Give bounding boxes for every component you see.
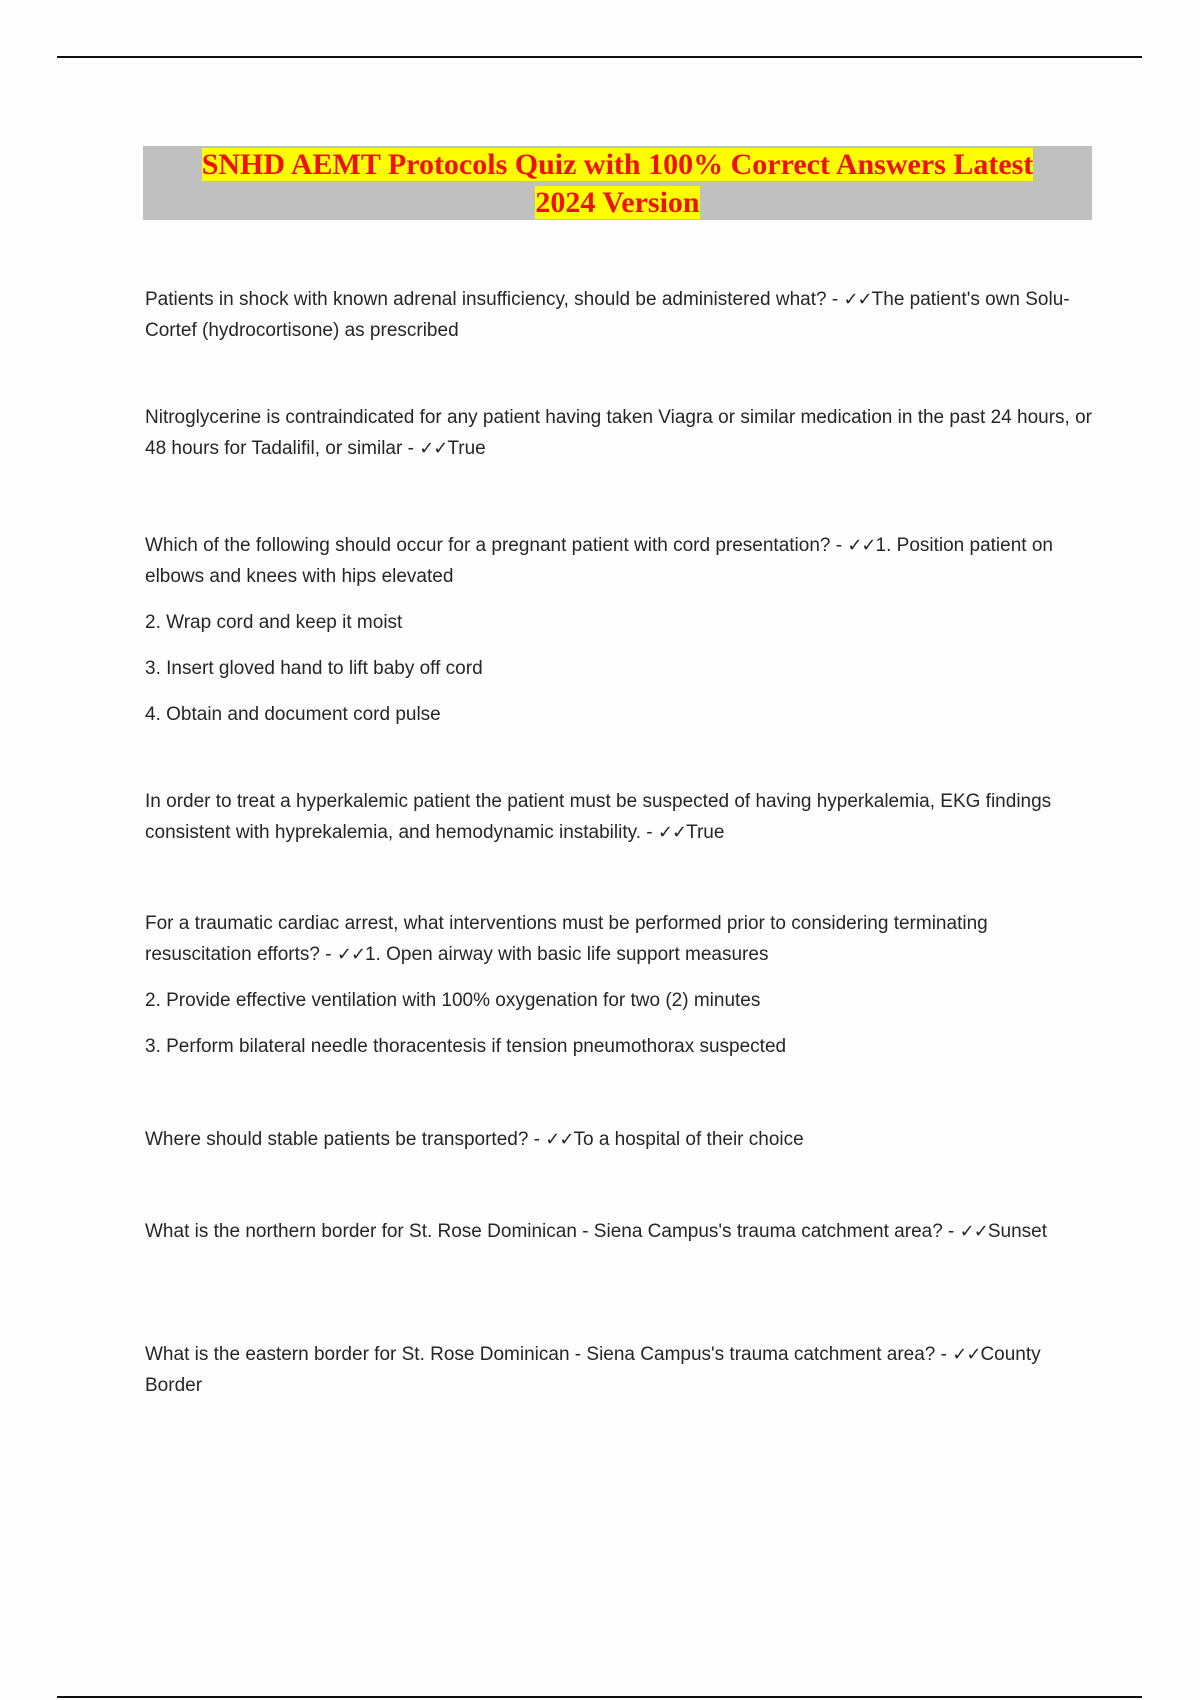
qa-paragraph bbox=[145, 1124, 1095, 1155]
qa-item-5 bbox=[145, 908, 1095, 1062]
qa-item-1 bbox=[145, 284, 1095, 346]
top-rule bbox=[57, 56, 1142, 58]
qa-paragraph bbox=[145, 284, 1095, 346]
bottom-rule bbox=[57, 1696, 1142, 1698]
answer-text: 1. Open airway with basic life support measures bbox=[365, 944, 769, 965]
question-text: What is the eastern border for St. Rose Dominican - Siena Campus's trauma catchment area? - bbox=[145, 1344, 947, 1365]
qa-paragraph bbox=[145, 530, 1095, 592]
check-icon: ✓✓ bbox=[843, 289, 872, 310]
check-icon: ✓✓ bbox=[657, 822, 687, 843]
answer-text: The patient's own Solu-Cortef (hydrocortisone) as prescribed bbox=[145, 289, 1070, 341]
answer-line: 2. Wrap cord and keep it moist bbox=[145, 612, 403, 633]
document-title bbox=[143, 146, 1092, 220]
question-text: For a traumatic cardiac arrest, what interventions must be performed prior to considering terminating resuscitation efforts? - bbox=[145, 913, 988, 965]
answer-text: Sunset bbox=[987, 1221, 1047, 1242]
check-icon: ✓✓ bbox=[419, 438, 448, 459]
question-text: Patients in shock with known adrenal insufficiency, should be administered what? - bbox=[145, 289, 839, 310]
question-text: Which of the following should occur for a pregnant patient with cord presentation? - bbox=[145, 535, 843, 556]
question-text: Where should stable patients be transported? - bbox=[145, 1129, 541, 1150]
check-icon: ✓✓ bbox=[952, 1344, 981, 1365]
qa-item-6 bbox=[145, 1124, 1095, 1155]
qa-item-3 bbox=[145, 530, 1095, 730]
check-icon: ✓✓ bbox=[545, 1129, 574, 1150]
check-icon: ✓✓ bbox=[847, 535, 876, 556]
title-line-1: SNHD AEMT Protocols Quiz with 100% Correct Answers Latest bbox=[201, 148, 1034, 181]
qa-item-2 bbox=[145, 402, 1095, 464]
question-text: What is the northern border for St. Rose Dominican - Siena Campus's trauma catchment area? - bbox=[145, 1221, 955, 1242]
question-text: In order to treat a hyperkalemic patient the patient must be suspected of having hyperkalemia, EKG findings consistent with hyprekalemia, and hemodynamic instability. - bbox=[145, 791, 1052, 843]
qa-paragraph bbox=[145, 1339, 1095, 1401]
qa-paragraph bbox=[145, 908, 1095, 970]
answer-text: True bbox=[447, 438, 486, 459]
answer-line: 4. Obtain and document cord pulse bbox=[145, 704, 441, 725]
check-icon: ✓✓ bbox=[336, 944, 366, 965]
title-line-2: 2024 Version bbox=[535, 186, 700, 219]
qa-paragraph bbox=[145, 1216, 1095, 1247]
answer-line: 3. Insert gloved hand to lift baby off cord bbox=[145, 658, 483, 679]
answer-text: County Border bbox=[145, 1344, 1041, 1396]
answer-text: 1. Position patient on elbows and knees with hips elevated bbox=[145, 535, 1053, 587]
answer-text: True bbox=[686, 822, 725, 843]
answer-line: 2. Provide effective ventilation with 100% oxygenation for two (2) minutes bbox=[145, 990, 761, 1011]
qa-item-4 bbox=[145, 786, 1095, 848]
question-text: Nitroglycerine is contraindicated for any patient having taken Viagra or similar medication in the past 24 hours, or 48 hours for Tadalifil, or similar - bbox=[145, 407, 1092, 459]
check-icon: ✓✓ bbox=[959, 1221, 988, 1242]
qa-paragraph bbox=[145, 402, 1095, 464]
qa-item-8 bbox=[145, 1339, 1095, 1401]
qa-paragraph bbox=[145, 786, 1095, 848]
answer-line: 3. Perform bilateral needle thoracentesis if tension pneumothorax suspected bbox=[145, 1036, 787, 1057]
answer-text: To a hospital of their choice bbox=[573, 1129, 804, 1150]
qa-item-7 bbox=[145, 1216, 1095, 1247]
